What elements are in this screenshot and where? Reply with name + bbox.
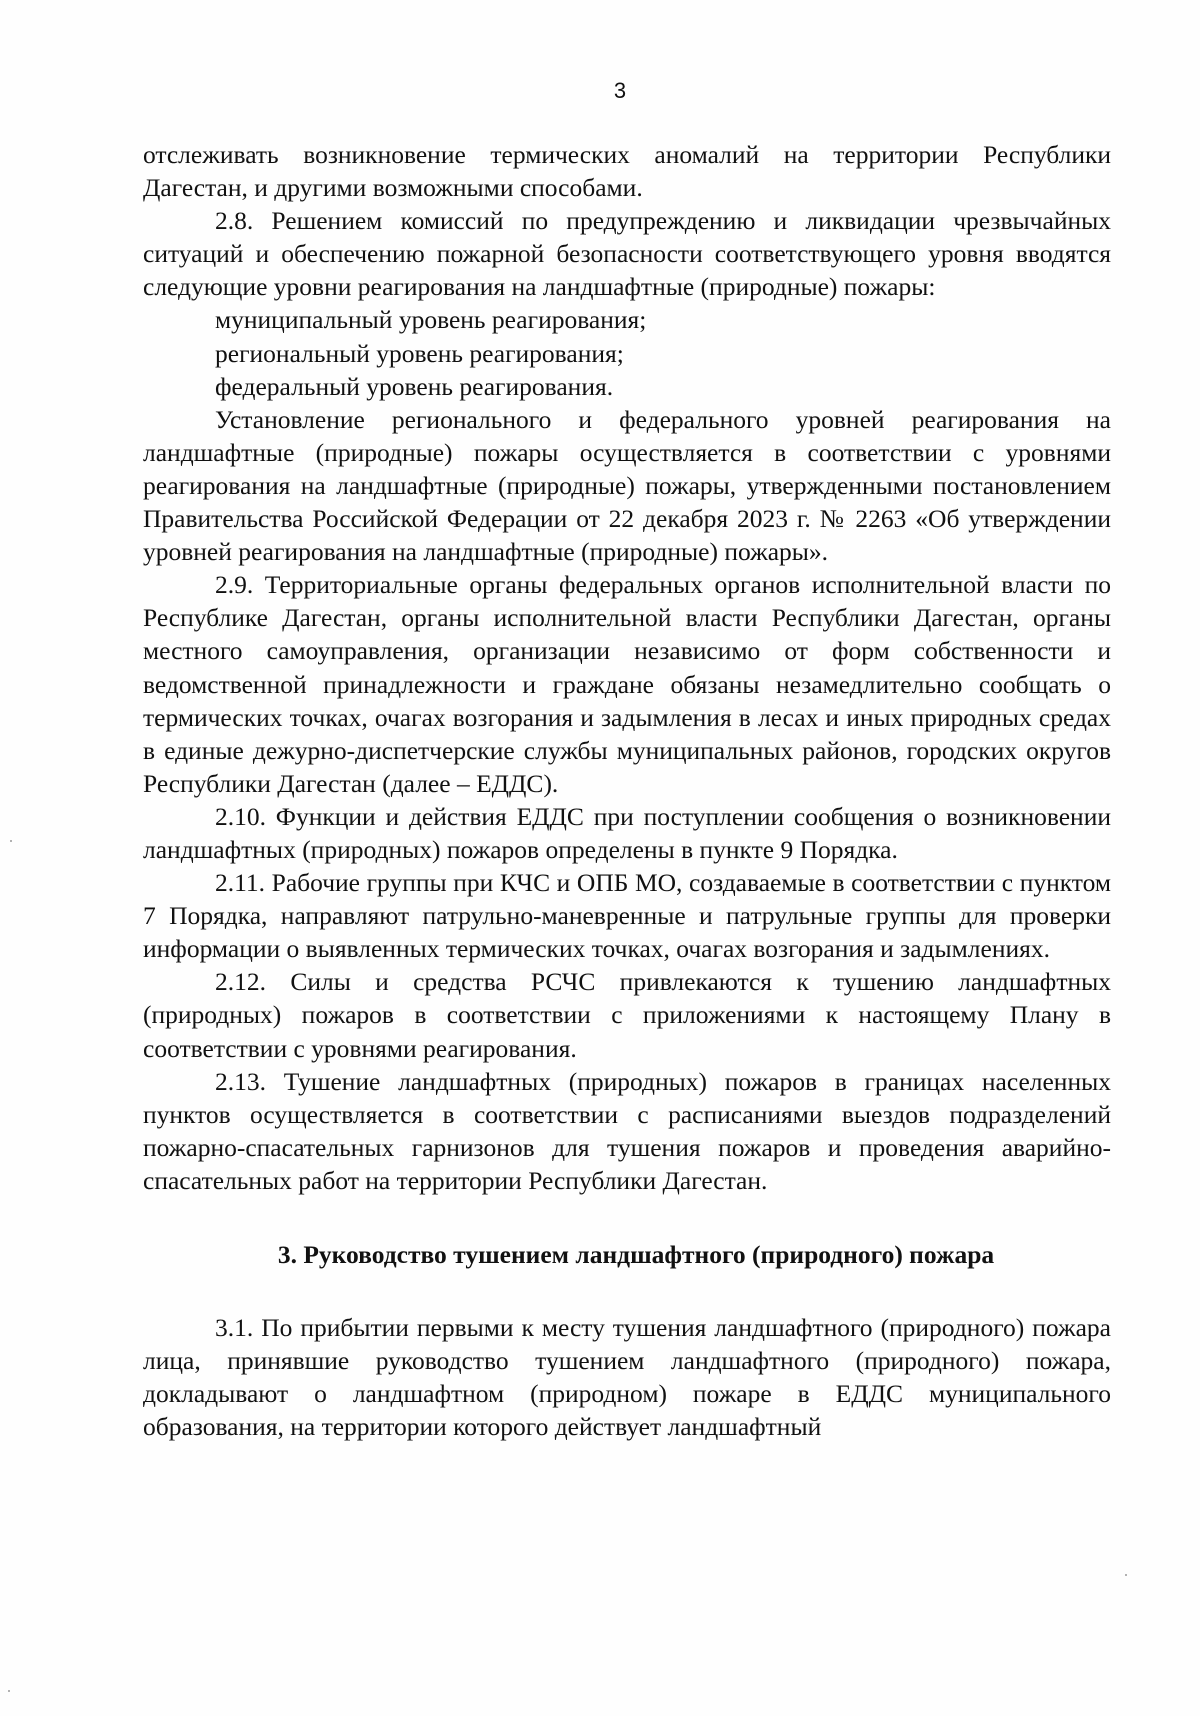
response-level-federal: федеральный уровень реагирования. <box>215 371 614 401</box>
scan-speck <box>1125 1574 1127 1576</box>
scan-speck <box>10 840 12 842</box>
paragraph-2-8: 2.8. Решением комиссий по предупреждению и ликвидации чрезвычайных ситуаций и обеспечению пожарной безопасности соответствующего уровня вводятся следующие уровни реагирования на ландшафтные (природные) пожары: <box>143 206 1111 302</box>
paragraph-establishment: Установление регионального и федерального уровней реагирования на ландшафтные (природные) пожары осуществляется в соответствии с уровнями реагирования на ландшафтные (природные) пожары, утвержденными постановлением Правительства Российской Федерации от 22 декабря 2023 г. № 2263 «Об утверждении уровней реагирования на ландшафтные (природные) пожары». <box>143 404 1111 567</box>
paragraph-2-13: 2.13. Тушение ландшафтных (природных) пожаров в границах населенных пунктов осуществляется в соответствии с расписаниями выездов подразделений пожарно-спасательных гарнизонов для тушения пожаров и проведения аварийно-спасательных работ на территории Республики Дагестан. <box>143 1066 1111 1195</box>
document-body <box>143 138 1111 1443</box>
paragraph-continuation: отслеживать возникновение термических аномалий на территории Республики Дагестан, и другими возможными способами. <box>143 140 1111 203</box>
scan-speck <box>8 1690 10 1692</box>
page-number: 3 <box>613 78 627 103</box>
paragraph-2-9: 2.9. Территориальные органы федеральных органов исполнительной власти по Республике Дагестан, органы исполнительной власти Республики Дагестан, органы местного самоуправления, организации независимо от форм собственности и ведомственной принадлежности и граждане обязаны незамедлительно сообщать о термических точках, очагах возгорания и задымления в лесах и иных природных средах в единые дежурно-диспетчерские службы муниципальных районов, городских округов Республики Дагестан (далее – ЕДДС). <box>143 570 1111 798</box>
section-3-heading: 3. Руководство тушением ландшафтного (природного) пожара <box>277 1240 995 1269</box>
paragraph-3-1: 3.1. По прибытии первыми к месту тушения ландшафтного (природного) пожара лица, принявшие руководство тушением ландшафтного (природного) пожара, докладывают о ландшафтном (природном) пожаре в ЕДДС муниципального образования, на территории которого действует ландшафтный <box>143 1313 1111 1442</box>
paragraph-2-11: 2.11. Рабочие группы при КЧС и ОПБ МО, создаваемые в соответствии с пунктом 7 Порядка, направляют патрульно-маневренные и патрульные группы для проверки информации о выявленных термических точках, очагах возгорания и задымлениях. <box>143 868 1111 964</box>
paragraph-2-12: 2.12. Силы и средства РСЧС привлекаются к тушению ландшафтных (природных) пожаров в соответствии с приложениями к настоящему Плану в соответствии с уровнями реагирования. <box>143 967 1111 1063</box>
paragraph-2-10: 2.10. Функции и действия ЕДДС при поступлении сообщения о возникновении ландшафтных (природных) пожаров определены в пункте 9 Порядка. <box>143 801 1111 864</box>
response-level-municipal: муниципальный уровень реагирования; <box>215 305 647 335</box>
response-level-regional: региональный уровень реагирования; <box>215 338 624 368</box>
